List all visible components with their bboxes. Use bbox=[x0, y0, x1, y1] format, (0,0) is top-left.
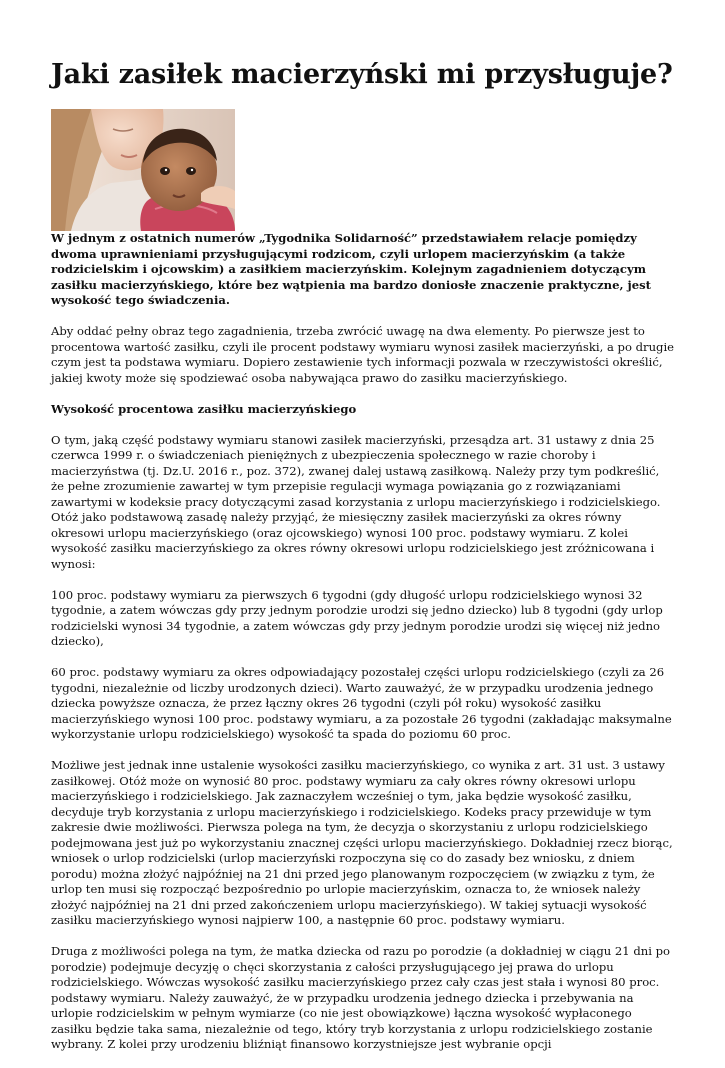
article-intro: Aby oddać pełny obraz tego zagadnienia, trzeba zwrócić uwagę na dwa elementy. Po pierwsze jest to procentowa wartość zasiłku, czyli ile procent podstawy wymiaru wynosi zasiłek macierzyński, a po drugie czym jest ta podstawa wymiaru. Dopiero zestawienie tych informacji pozwala w rzeczywistości określić, jakiej kwoty może się spodziewać osoba nabywająca prawo do zasiłku macierzyńskiego. bbox=[51, 324, 675, 385]
paragraph: Druga z możliwości polega na tym, że matka dziecka od razu po porodzie (a dokładniej w ciągu 21 dni po porodzie) podejmuje decyzję o chęci skorzystania z całości przysługującego jej prawa do urlopu rodzicielskiego. Wówczas wysokość zasiłku macierzyńskiego przez cały czas jest stała i wynosi 80 proc. podstawy wymiaru. Należy zauważyć, że w przypadku urodzenia jednego dziecka i przebywania na urlopie rodzicielskim w pełnym wymiarze (co nie jest obowiązkowe) łączna wysokość wypłaconego zasiłku będzie taka sama, niezależnie od tego, który tryb korzystania z urlopu rodzicielskiego zostanie wybrany. Z kolei przy urodzeniu bliźniąt finansowo korzystniejsze jest wybranie opcji bbox=[51, 944, 671, 1051]
mother-with-baby-photo bbox=[51, 109, 235, 231]
paragraph: Otóż jako podstawową zasadę należy przyjąć, że miesięczny zasiłek macierzyński za okres równy okresowi urlopu macierzyńskiego (oraz ojcowskiego) wynosi 100 proc. podstawy wymiaru. Z kolei wysokość zasiłku macierzyńskiego za okres równy okresowi urlopu rodzicielskiego jest zróżnicowana i wynosi: bbox=[51, 510, 655, 571]
paragraph: O tym, jaką część podstawy wymiaru stanowi zasiłek macierzyński, przesądza art. 31 ustawy z dnia 25 czerwca 1999 r. o świadczeniach pieniężnych z ubezpieczenia społecznego w razie choroby i macierzyństwa (tj. Dz.U. 2016 r., poz. 372), zwanej dalej ustawą zasiłkową. Należy przy tym podkreślić, że pełne zrozumienie zawartej w tym przepisie regulacji wymaga powiązania go z rozwiązaniami zawartymi w kodeksie pracy dotyczącymi zasad korzystania z urlopu macierzyńskiego i rodzicielskiego. bbox=[51, 432, 661, 509]
section-heading: Wysokość procentowa zasiłku macierzyńskiego bbox=[51, 401, 357, 416]
paragraph: 100 proc. podstawy wymiaru za pierwszych 6 tygodni (gdy długość urlopu rodzicielskiego wynosi 32 tygodnie, a zatem wówczas gdy przy jednym porodzie urodzi się jedno dziecko) lub 8 tygodni (gdy urlop rodzicielski wynosi 34 tygodnie, a zatem wówczas gdy przy jednym porodzie urodzi się więcej niż jedno dziecko), bbox=[51, 587, 663, 648]
paragraph: Możliwe jest jednak inne ustalenie wysokości zasiłku macierzyńskiego, co wynika z art. 31 ust. 3 ustawy zasiłkowej. Otóż może on wynosić 80 proc. podstawy wymiaru za cały okres równy okresowi urlopu macierzyńskiego i rodzicielskiego. Jak zaznaczyłem wcześniej o tym, jaka będzie wysokość zasiłku, decyduje tryb korzystania z urlopu macierzyńskiego i rodzicielskiego. Kodeks pracy przewiduje w tym zakresie dwie możliwości. Pierwsza polega na tym, że decyzja o skorzystaniu z urlopu rodzicielskiego podejmowana jest już po wykorzystaniu znacznej części urlopu macierzyńskiego. Dokładniej rzecz biorąc, wniosek o urlop rodzicielski (urlop macierzyński rozpoczyna się co do zasady bez wniosku, z dniem porodu) można złożyć najpóźniej na 21 dni przed jego planowanym rozpoczęciem (w związku z tym, że urlop ten musi się rozpocząć bezpośrednio po urlopie macierzyńskim, oznacza to, że wniosek należy złożyć najpóźniej na 21 dni przed zakończeniem urlopu macierzyńskiego). W takiej sytuacji wysokość zasiłku macierzyńskiego wynosi najpierw 100, a następnie 60 proc. podstawy wymiaru. bbox=[51, 758, 673, 927]
article-body bbox=[51, 231, 675, 1068]
page-title: Jaki zasiłek macierzyński mi przysługuje? bbox=[51, 59, 673, 90]
article-lead: W jednym z ostatnich numerów „Tygodnika Solidarność” przedstawiałem relacje pomiędzy dwoma uprawnieniami przysługującymi rodzicom, czyli urlopem macierzyńskim (a także rodzicielskim i ojcowskim) a zasiłkiem macierzyńskim. Kolejnym zagadnieniem dotyczącym zasiłku macierzyńskiego, które bez wątpienia ma bardzo doniosłe znaczenie praktyczne, jest wysokość tego świadczenia. bbox=[51, 231, 652, 307]
paragraph: 60 proc. podstawy wymiaru za okres odpowiadający pozostałej części urlopu rodzicielskiego (czyli za 26 tygodni, niezależnie od liczby urodzonych dzieci). Warto zauważyć, że w przypadku urodzenia jednego dziecka powyższe oznacza, że przez łączny okres 26 tygodni (czyli pół roku) wysokość zasiłku macierzyńskiego wynosi 100 proc. podstawy wymiaru, a za pozostałe 26 tygodni (zakładając maksymalne wykorzystanie urlopu rodzicielskiego) wysokość ta spada do poziomu 60 proc. bbox=[51, 665, 672, 741]
